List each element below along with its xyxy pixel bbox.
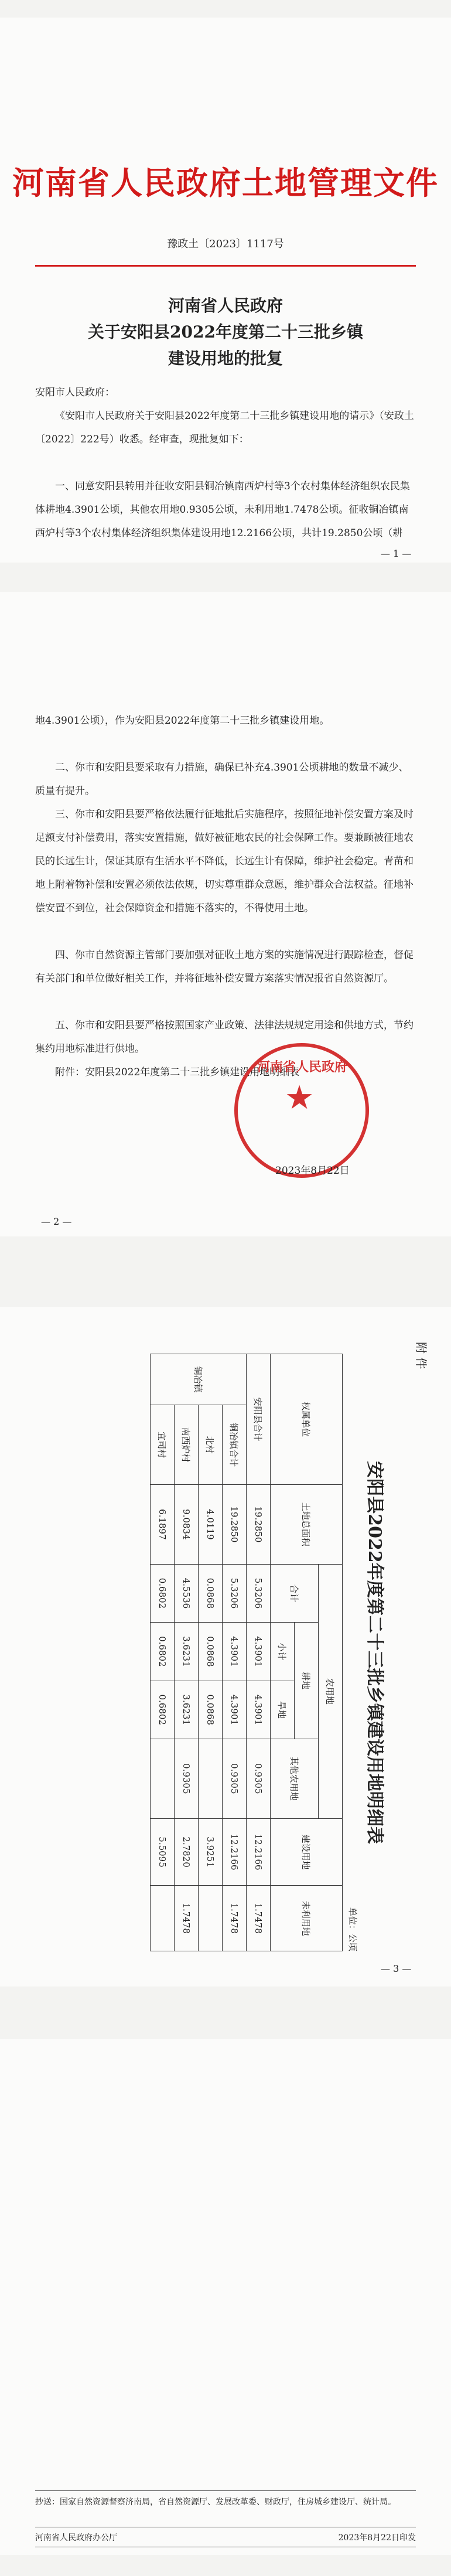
print-date: 2023年8月22日印发 (338, 2533, 416, 2543)
footer-line-top (35, 2490, 416, 2491)
table-row: 安阳县合计 19.2850 5.3206 4.3901 4.3901 0.9305 12.2166 1.7478 (247, 1354, 271, 1951)
paragraph-2: 二、你市和安阳县要采取有力措施，确保已补充4.3901公顷耕地的数量不减少、质量有提升。 (35, 762, 409, 797)
header-agri: 农用地 (319, 1564, 343, 1818)
header-subtotal: 小计 (271, 1623, 295, 1681)
land-detail-table (150, 1354, 343, 1951)
seal-text: 河南省人民政府 (257, 1059, 347, 1075)
header-owner: 权属单位 (271, 1354, 343, 1485)
star-icon: ★ (285, 1079, 315, 1117)
issuing-office: 河南省人民政府办公厅 (35, 2533, 117, 2543)
cc-list: 抄送：国家自然资源督察济南局，省自然资源厅、发展改革委、财政厅，住房城乡建设厅、统计局。 (35, 2497, 396, 2507)
page-4 (0, 2039, 451, 2555)
attachment-table-page (62, 1342, 428, 1951)
red-divider (35, 265, 416, 267)
header-cult: 耕地 (295, 1623, 319, 1739)
table-row: 南西炉村 9.0834 4.5536 3.6231 3.6231 0.9305 2.7820 1.7478 (175, 1354, 199, 1951)
intro-paragraph: 《安阳市人民政府关于安阳县2022年度第二十三批乡镇建设用地的请示》（安政土〔2022〕222号）收悉。经审查，现批复如下： (35, 410, 414, 445)
reply-title-1: 河南省人民政府 (168, 296, 283, 315)
reply-title-2: 关于安阳县2022年度第二十三批乡镇 (88, 322, 363, 342)
header-sum: 合计 (271, 1564, 319, 1622)
document-number: 豫政土〔2023〕1117号 (167, 238, 284, 250)
addressee: 安阳市人民政府： (35, 387, 115, 398)
attachment-line: 附件：安阳县2022年度第二十三批乡镇建设用地明细表 (55, 1066, 300, 1078)
header-other: 其他农用地 (271, 1739, 319, 1818)
header-total: 土地总面积 (271, 1485, 343, 1565)
group-label: 铜冶镇 (151, 1354, 247, 1405)
reply-title-3: 建设用地的批复 (168, 349, 283, 368)
paragraph-1b: 地4.3901公顷），作为安阳县2022年度第二十三批乡镇建设用地。 (35, 715, 330, 727)
paragraph-5: 五、你市和安阳县要严格按照国家产业政策、法律法规规定用途和供地方式，节约集约用地标准进行供地。 (35, 1020, 414, 1055)
issue-date: 2023年8月22日 (275, 1165, 350, 1177)
header-dry: 旱地 (271, 1681, 295, 1739)
header-unused: 未利用地 (271, 1886, 343, 1951)
table-row: 北村 4.0119 0.0868 0.0868 0.0868 3.9251 (199, 1354, 223, 1951)
attachment-title: 安阳县2022年度第二十三批乡镇建设用地明细表 (364, 1461, 385, 1844)
paragraph-1a: 一、同意安阳县转用并征收安阳县铜冶镇南西炉村等3个农村集体经济组织农民集体耕地4.3901公顷，其他农用地0.9305公顷，未利用地1.7478公顷。征收铜冶镇南西炉村等3个农村集体经济组织集体建设用地12.2166公顷，共计19.2850公顷（耕 (35, 481, 410, 539)
page-number-2: — 2 — (41, 1216, 72, 1227)
page-number-3: — 3 — (381, 1963, 412, 1974)
table-row: 宜司村 6.1897 0.6802 0.6802 0.6802 5.5095 (151, 1354, 175, 1951)
unit-label: 单位：公顷 (347, 1907, 358, 1951)
attachment-label: 附 件 (414, 1342, 428, 1369)
paragraph-3: 三、你市和安阳县要严格依法履行征地批后实施程序，按照征地补偿安置方案及时足额支付补偿费用，落实安置措施，做好被征地农民的社会保障工作。要兼顾被征地农民的长远生计，保证其原有生活水平不降低，长远生计有保障，维护社会稳定。青苗和地上附着物补偿和安置必须依法依规，切实尊重群众意愿，维护群众合法权益。征地补偿安置不到位，社会保障资金和措施不落实的，不得使用土地。 (35, 809, 414, 914)
document-header: 河南省人民政府土地管理文件 (12, 164, 439, 202)
header-build: 建设用地 (271, 1818, 343, 1886)
page-number-1: — 1 — (381, 548, 412, 559)
paragraph-4: 四、你市自然资源主管部门要加强对征收土地方案的实施情况进行跟踪检查，督促有关部门和单位做好相关工作，并将征地补偿安置方案落实情况报省自然资源厅。 (35, 949, 414, 984)
table-row: 铜冶镇 铜冶镇合计 19.2850 5.3206 4.3901 4.3901 0.9305 12.2166 1.7478 (223, 1354, 247, 1951)
official-seal (234, 1043, 369, 1178)
